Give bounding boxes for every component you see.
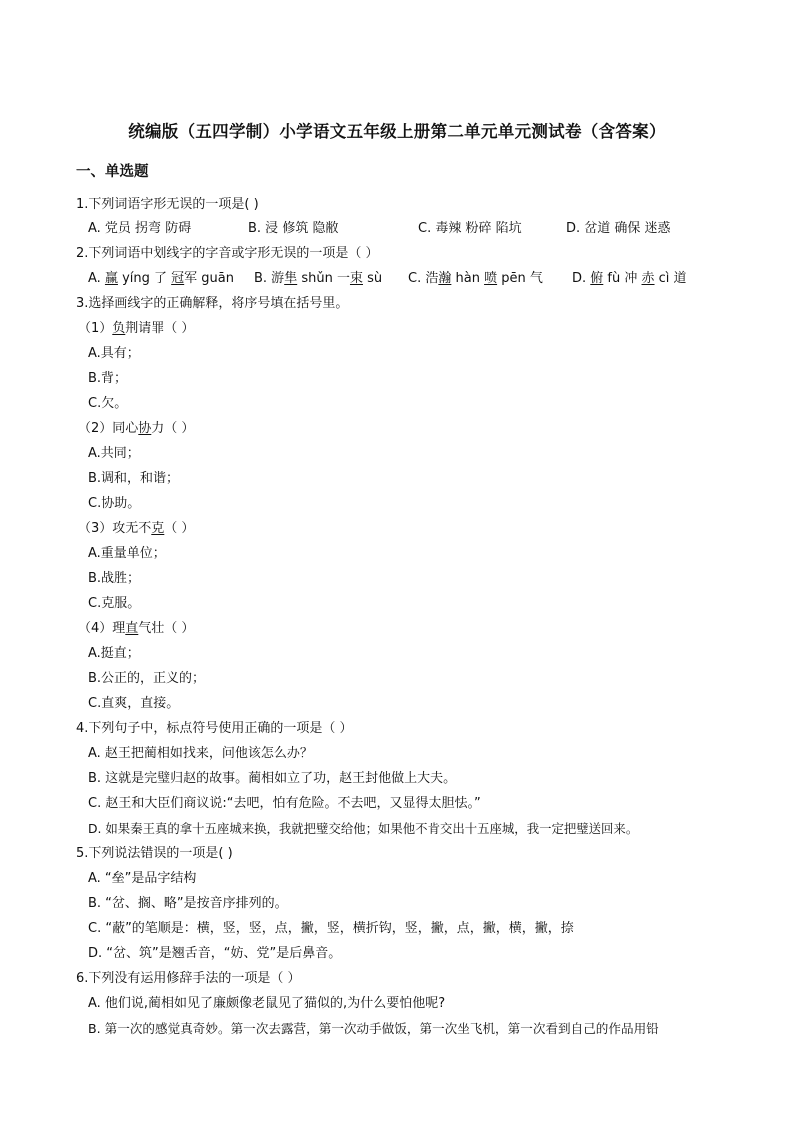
question-6-option-a[interactable]: A. 他们说,蔺相如见了廉颇像老鼠见了猫似的,为什么要怕他呢? — [88, 996, 446, 1011]
question-2-option-b[interactable] — [254, 271, 382, 287]
question-3-sub-1-option-c[interactable]: C.欠。 — [88, 396, 128, 411]
sub-number: （4）理 — [78, 621, 126, 636]
question-1-option-b[interactable]: B. 浸 修筑 隐敝 — [248, 221, 339, 236]
question-2-option-d[interactable] — [572, 271, 687, 287]
document-title: 统编版（五四学制）小学语文五年级上册第二单元单元测试卷（含答案） — [128, 122, 666, 141]
question-2-option-c[interactable] — [408, 271, 543, 287]
underlined-char: 直 — [125, 621, 139, 636]
question-3-sub-1-option-b[interactable]: B.背； — [88, 371, 128, 386]
question-5-option-a[interactable]: A. “垒”是品字结构 — [88, 871, 197, 886]
question-3-sub-3 — [78, 521, 194, 537]
question-3-sub-3-option-c[interactable]: C.克服。 — [88, 596, 141, 611]
option-label: A. — [88, 271, 105, 286]
question-2-option-a[interactable] — [88, 271, 234, 287]
sub-text: （ ） — [164, 521, 195, 536]
question-1-stem: 1.下列词语字形无误的一项是( ) — [76, 197, 259, 212]
question-1-option-c[interactable]: C. 毒辣 粉碎 陷坑 — [418, 221, 522, 236]
question-3-sub-2 — [78, 421, 194, 437]
sub-text: 荆请罪（ ） — [125, 321, 195, 336]
question-3-sub-2-option-a[interactable]: A.共同； — [88, 446, 140, 461]
question-1-option-a[interactable]: A. 党员 拐弯 防碍 — [88, 221, 192, 236]
question-5-option-b[interactable]: B. “岔、搁、略”是按音序排列的。 — [88, 896, 288, 911]
sub-number: （2）同心 — [78, 421, 139, 436]
underlined-char: 赤 — [641, 271, 655, 286]
underlined-char: 束 — [349, 271, 363, 286]
section-heading: 一、单选题 — [76, 164, 149, 180]
question-3-stem: 3.选择画线字的正确解释，将序号填在括号里。 — [76, 296, 349, 311]
option-text: sù — [362, 271, 383, 286]
question-4-stem: 4.下列句子中，标点符号使用正确的一项是（ ） — [76, 721, 353, 736]
underlined-char: 克 — [151, 521, 165, 536]
underlined-char: 冠 — [171, 271, 185, 286]
question-3-sub-4-option-a[interactable]: A.挺直； — [88, 646, 140, 661]
sub-number: （1） — [78, 321, 113, 336]
option-text: cì 道 — [654, 271, 687, 286]
option-text: pēn 气 — [497, 271, 543, 286]
underlined-char: 负 — [112, 321, 126, 336]
sub-text: 气壮（ ） — [138, 621, 195, 636]
question-4-option-c[interactable]: C. 赵王和大臣们商议说:“去吧，怕有危险。不去吧，又显得太胆怯。” — [88, 796, 481, 811]
question-3-sub-4-option-c[interactable]: C.直爽，直接。 — [88, 696, 180, 711]
option-label: D. — [572, 271, 591, 286]
sub-number: （3）攻无不 — [78, 521, 152, 536]
underlined-char: 赢 — [104, 271, 118, 286]
question-4-option-b[interactable]: B. 这就是完璧归赵的故事。蔺相如立了功，赵王封他做上大夫。 — [88, 771, 457, 786]
option-text: fù 冲 — [603, 271, 642, 286]
option-text: shǔn 一 — [297, 271, 350, 286]
underlined-char: 俯 — [590, 271, 604, 286]
question-3-sub-4 — [78, 621, 194, 637]
option-text: yíng 了 — [117, 271, 172, 286]
sub-text: 力（ ） — [151, 421, 195, 436]
question-6-option-b[interactable]: B. 第一次的感觉真奇妙。第一次去露营，第一次动手做饭，第一次坐飞机，第一次看到自己的作品用铅 — [88, 1021, 659, 1036]
question-3-sub-3-option-a[interactable]: A.重量单位； — [88, 546, 166, 561]
question-1-option-d[interactable]: D. 岔道 确保 迷惑 — [566, 221, 671, 236]
question-6-stem: 6.下列没有运用修辞手法的一项是（ ） — [76, 971, 301, 986]
question-3-sub-4-option-b[interactable]: B.公正的，正义的； — [88, 671, 206, 686]
underlined-char: 协 — [138, 421, 152, 436]
question-3-sub-2-option-c[interactable]: C.协助。 — [88, 496, 141, 511]
question-3-sub-3-option-b[interactable]: B.战胜； — [88, 571, 141, 586]
question-5-stem: 5.下列说法错误的一项是( ) — [76, 846, 233, 861]
underlined-char: 瀚 — [438, 271, 452, 286]
question-4-option-d[interactable]: D. 如果秦王真的拿十五座城来换，我就把璧交给他；如果他不肯交出十五座城，我一定把璧送回来。 — [88, 821, 639, 836]
question-2-stem: 2.下列词语中划线字的字音或字形无误的一项是（ ） — [76, 246, 379, 261]
underlined-char: 隼 — [284, 271, 298, 286]
question-3-sub-2-option-b[interactable]: B.调和，和谐； — [88, 471, 180, 486]
question-4-option-a[interactable]: A. 赵王把蔺相如找来，问他该怎么办？ — [88, 746, 313, 761]
option-text: 军 guān — [184, 271, 235, 286]
question-3-sub-1-option-a[interactable]: A.具有； — [88, 346, 140, 361]
question-5-option-d[interactable]: D. “岔、筑”是翘舌音，“妨、党”是后鼻音。 — [88, 946, 342, 961]
underlined-char: 喷 — [484, 271, 498, 286]
option-label: B. 游 — [254, 271, 285, 286]
question-5-option-c[interactable]: C. “蔽”的笔顺是：横，竖，竖，点，撇，竖，横折钩，竖，撇，点，撇，横，撇，捺 — [88, 921, 574, 936]
question-3-sub-1 — [78, 321, 194, 337]
option-label: C. 浩 — [408, 271, 439, 286]
option-text: hàn — [451, 271, 485, 286]
